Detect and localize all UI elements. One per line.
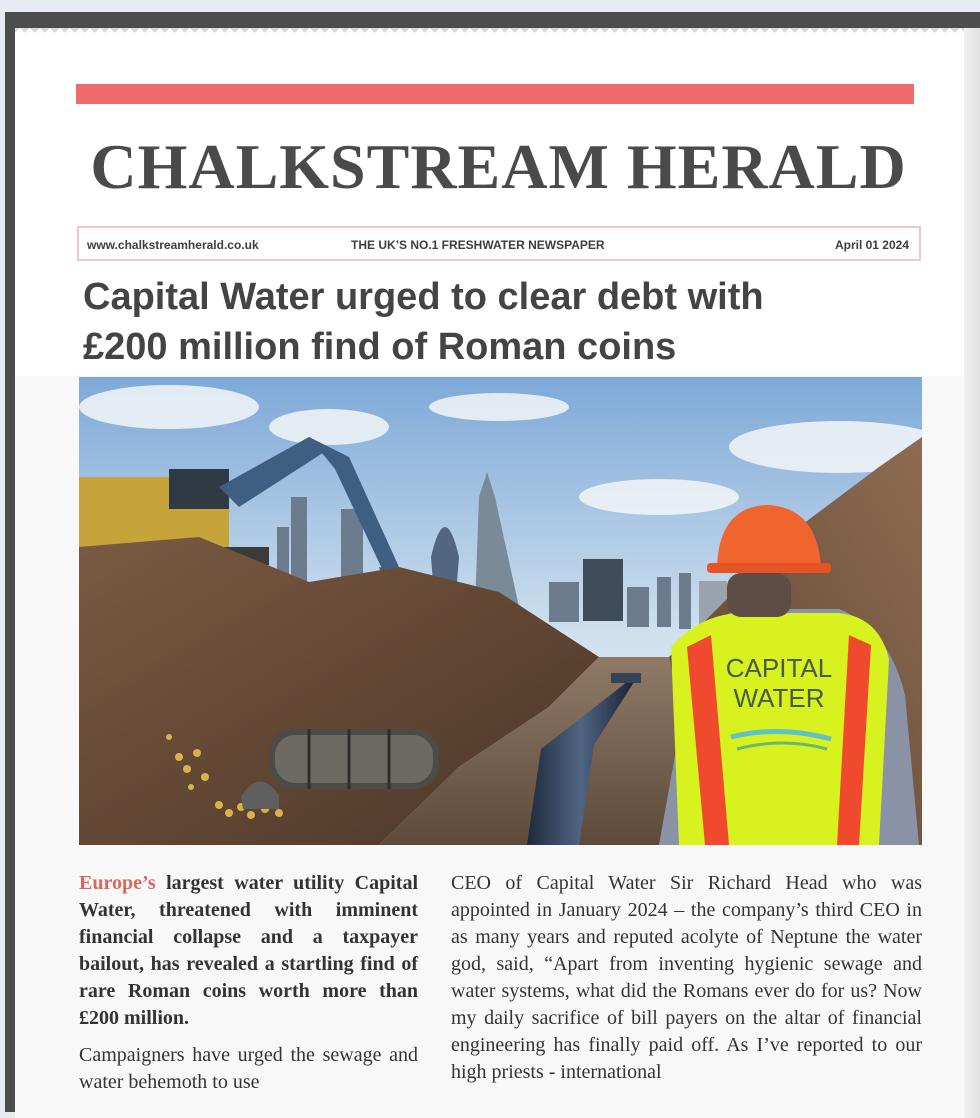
- masthead-strap: [77, 226, 921, 261]
- headline-line-2: £200 million find of Roman coins: [83, 326, 677, 368]
- lede-paragraph: [79, 870, 418, 1032]
- newspaper-page: [15, 28, 980, 1118]
- pipe-far: [611, 673, 641, 683]
- paragraph-2: Campaigners have urged the sewage and water behemoth to use: [79, 1044, 418, 1093]
- vest-text-line-2: WATER: [733, 683, 825, 713]
- roman-chest: [269, 729, 439, 789]
- headline-line-1: Capital Water urged to clear debt with: [83, 276, 764, 318]
- masthead-title: CHALKSTREAM HERALD: [90, 131, 907, 202]
- torn-edge: [15, 28, 980, 58]
- paragraph-ceo-quote: CEO of Capital Water Sir Richard Head who was appointed in January 2024 – the company’s third CEO in as many years and reputed acolyte of Neptune the water god, said, “Apart from inventing hygienic sewage and water systems, what did the Romans ever do for us? Now my daily sacrifice of bill payers on the altar of financial engineering has finally paid off. As I’ve reported to our high priests - international: [451, 872, 922, 1083]
- article-headline: [83, 272, 903, 372]
- page-frame: [5, 12, 980, 1112]
- article-column-right: [451, 870, 922, 1096]
- tagline: THE UK’S NO.1 FRESHWATER NEWSPAPER: [351, 238, 605, 252]
- website-link[interactable]: www.chalkstreamherald.co.uk: [87, 238, 259, 252]
- article-column-left: [79, 870, 418, 1106]
- issue-date: April 01 2024: [834, 238, 909, 252]
- vest-text-line-1: CAPITAL: [725, 653, 833, 683]
- lede-first-word: Europe’s: [79, 872, 156, 894]
- article-photo: [79, 377, 922, 845]
- lede-text: largest water utility Capital Water, threatened with imminent financial collapse and a taxpayer bailout, has revealed a startling find of rare Roman coins worth more than £200 million.: [79, 872, 418, 1029]
- masthead-accent-bar: [76, 84, 914, 104]
